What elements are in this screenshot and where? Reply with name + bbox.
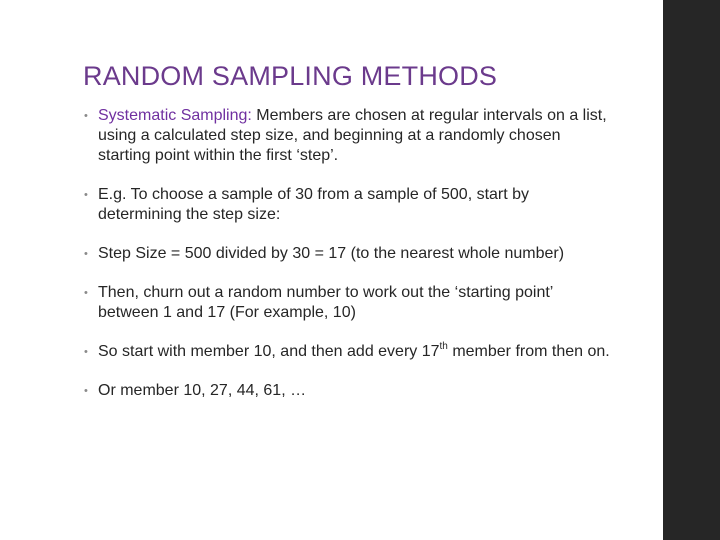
slide-title: RANDOM SAMPLING METHODS [83, 61, 498, 91]
bullet-text: So start with member 10, and then add every 17 [98, 343, 440, 360]
bullet-item [84, 342, 614, 362]
bullet-text: Then, churn out a random number to work out the ‘starting point’ between 1 and 17 (For example, 10) [98, 284, 553, 321]
sidebar-panel [663, 0, 720, 540]
bullet-text-continued: member from then on. [447, 343, 610, 360]
bullet-item [84, 381, 614, 401]
bullet-item [84, 185, 614, 225]
bullet-text: Members are chosen at regular intervals on a list, using a calculated step size, and beginning at a randomly chosen starting point within the first ‘step’. [98, 107, 607, 164]
ordinal-superscript: th [439, 340, 448, 352]
bullet-marker: • [84, 287, 88, 299]
bullet-marker: • [84, 189, 88, 201]
bullet-term: Systematic Sampling: [98, 107, 252, 124]
bullet-text: E.g. To choose a sample of 30 from a sample of 500, start by determining the step size: [98, 186, 530, 223]
bullet-marker: • [84, 248, 88, 260]
bullet-item [84, 244, 614, 264]
bullet-item [84, 283, 614, 323]
bullet-marker: • [84, 385, 88, 397]
bullet-marker: • [84, 110, 88, 122]
bullet-item [84, 106, 614, 166]
bullet-text: Or member 10, 27, 44, 61, … [98, 382, 307, 399]
bullet-marker: • [84, 346, 88, 358]
bullet-text: Step Size = 500 divided by 30 = 17 (to the nearest whole number) [98, 245, 565, 262]
bullet-list [84, 106, 614, 420]
